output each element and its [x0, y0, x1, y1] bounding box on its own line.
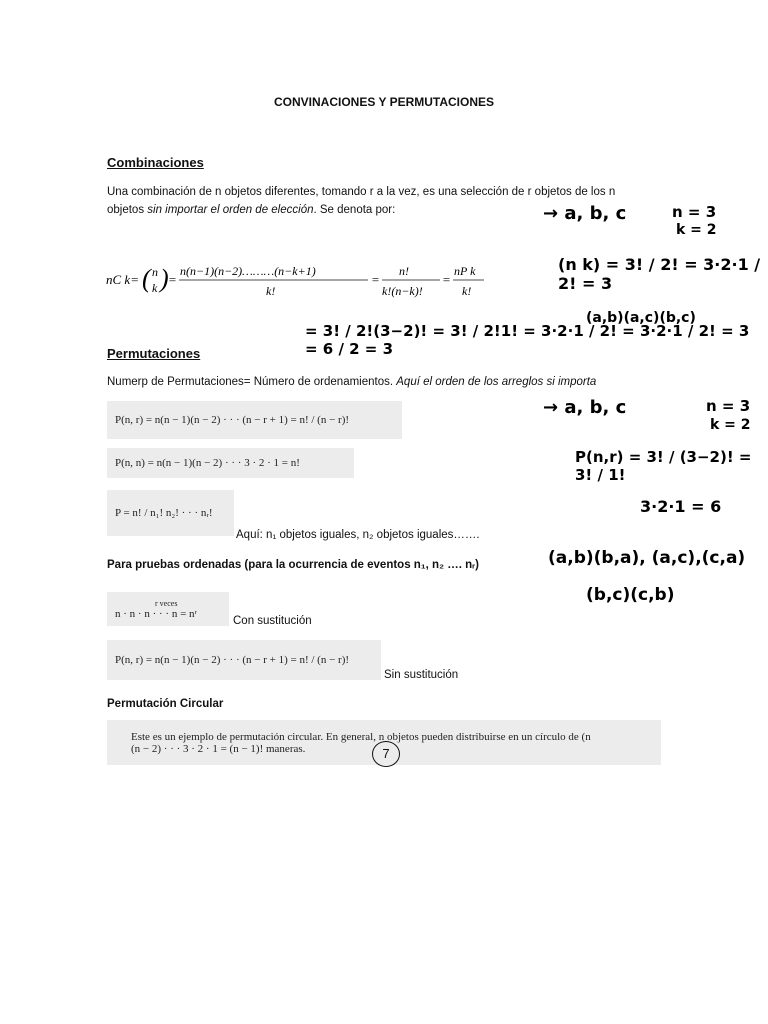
svg-text:n!: n!	[399, 264, 409, 278]
hw-abc-2: → a, b, c	[543, 397, 627, 418]
scan-formula-pnr-2: P(n, r) = n(n − 1)(n − 2) · · · (n − r + 1) = n! / (n − r)!	[107, 640, 381, 680]
con-sustitucion: Con sustitución	[233, 615, 312, 627]
hw-abc-1: → a, b, c	[543, 203, 627, 224]
svg-text:k: k	[152, 281, 158, 295]
hw-k2-1: k = 2	[676, 222, 717, 238]
svg-text:=: =	[371, 272, 380, 287]
comb-line1: Una combinación de n objetos diferentes, tomando r a la vez, es una selección de r objetos de los n	[107, 186, 616, 198]
perm-line-b: Aquí el orden de los arreglos si importa	[396, 376, 597, 388]
combination-formula	[106, 260, 496, 300]
hw-comb-calc: (n k) = 3! / 2! = 3·2·1 / 2! = 3	[558, 255, 761, 293]
svg-text:k!(n−k)!: k!(n−k)!	[382, 284, 423, 298]
hw-perm-result: 3·2·1 = 6	[640, 497, 722, 516]
perm-line-a: Numerp de Permutaciones= Número de ordenamientos.	[107, 376, 397, 388]
svg-text:nC k=: nC k=	[106, 272, 139, 287]
svg-text:): )	[160, 264, 169, 293]
permutaciones-line	[107, 373, 667, 391]
hw-perm-pairs-2: (b,c)(c,b)	[586, 585, 675, 605]
scan-formula-nr	[107, 592, 229, 626]
svg-text:=: =	[442, 272, 451, 287]
comb-line2-c: . Se denota por:	[313, 204, 396, 216]
circular-heading: Permutación Circular	[107, 698, 224, 710]
comb-line2-a: objetos	[107, 204, 148, 216]
page-title: CONVINACIONES Y PERMUTACIONES	[273, 95, 495, 109]
scan-formula-pnn: P(n, n) = n(n − 1)(n − 2) · · · 3 · 2 · 1 = n!	[107, 448, 354, 478]
comb-line2-b: sin importar el orden de elección	[147, 204, 314, 216]
hw-n3-1: n = 3	[672, 203, 717, 221]
combination-formula-svg	[106, 260, 496, 300]
svg-text:nP k: nP k	[454, 264, 476, 278]
svg-text:(: (	[142, 264, 151, 293]
permutaciones-heading: Permutaciones	[107, 346, 201, 361]
hw-comb-expansion: = 3! / 2!(3−2)! = 3! / 2!1! = 3·2·1 / 2! = 3·2·1 / 2! = 3 = 6 / 2 = 3	[305, 322, 750, 358]
svg-text:=: =	[168, 272, 177, 287]
hw-n3-2: n = 3	[706, 397, 751, 415]
scan-formula-multinomial: P = n! / n₁! n₂! · · · nᵣ!	[107, 490, 234, 536]
svg-text:n(n−1)(n−2)………(n−k+1): n(n−1)(n−2)………(n−k+1)	[180, 264, 316, 278]
aqui-text: Aquí: n₁ objetos iguales, n₂ objetos iguales…….	[236, 529, 480, 541]
svg-text:k!: k!	[266, 284, 276, 298]
hw-comb-pairs: (a,b)(a,c)(b,c)	[586, 310, 696, 326]
svg-text:n: n	[152, 265, 158, 279]
circled-page-number: 7	[372, 741, 400, 767]
hw-perm-calc: P(n,r) = 3! / (3−2)! = 3! / 1!	[575, 448, 752, 484]
combinaciones-heading: Combinaciones	[107, 155, 204, 170]
circular-line1: Este es un ejemplo de permutación circular. En general, n objetos pueden distribuirse en un círculo de (n	[131, 730, 591, 743]
pruebas-text: Para pruebas ordenadas (para la ocurrencia de eventos n₁, n₂ …. nᵣ)	[107, 559, 479, 571]
circular-line2: (n − 2) · · · 3 · 2 · 1 = (n − 1)! maneras.	[131, 742, 306, 755]
sin-sustitucion: Sin sustitución	[384, 669, 459, 681]
scan-formula-pnr: P(n, r) = n(n − 1)(n − 2) · · · (n − r + 1) = n! / (n − r)!	[107, 401, 402, 439]
scan4-main: n · n · n · · · n = nʳ	[115, 607, 197, 620]
scan4-top: r veces	[155, 598, 178, 608]
hw-perm-pairs-1: (a,b)(b,a), (a,c),(c,a)	[548, 548, 746, 568]
svg-text:k!: k!	[462, 284, 472, 298]
hw-k2-2: k = 2	[710, 417, 751, 433]
